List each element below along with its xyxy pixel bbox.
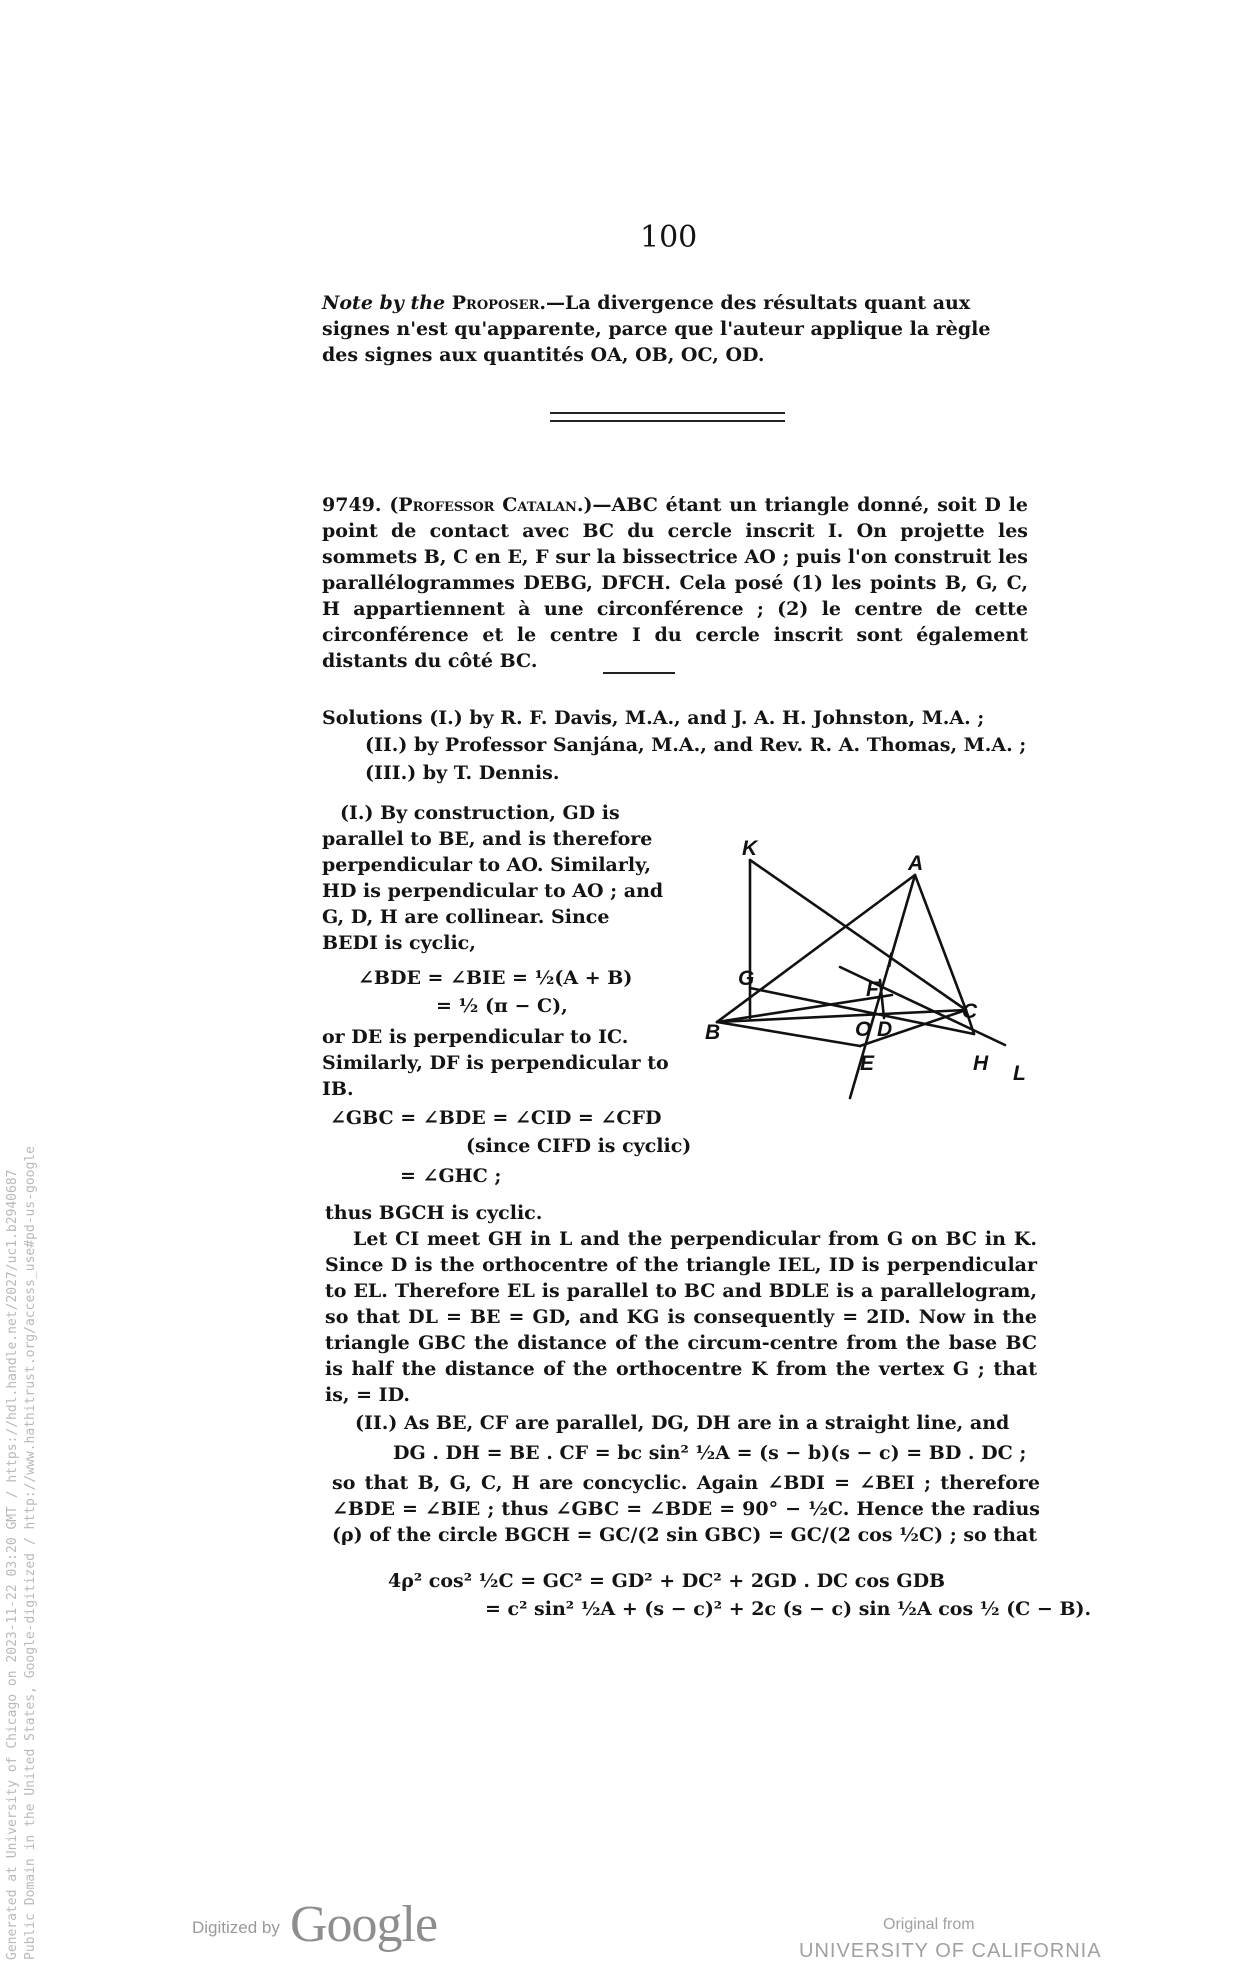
double-rule bbox=[550, 412, 785, 422]
part2-eq1: DG . DH = BE . CF = bc sin² ½A = (s − b)(s − c) = BD . DC ; bbox=[393, 1442, 1027, 1464]
part1-line: G, D, H are collinear. Since bbox=[322, 906, 610, 928]
page-number: 100 bbox=[640, 220, 698, 255]
part1-line: IB. bbox=[322, 1078, 354, 1100]
note-proposer: Proposer bbox=[451, 292, 540, 314]
provenance-sidebar bbox=[4, 960, 40, 1960]
label-I: I bbox=[887, 949, 893, 972]
provenance-line: Generated at University of Chicago on 2023-11-22 03:20 GMT / https://hdl.handle.net/2027/uc1.b2940687 bbox=[5, 1169, 20, 1960]
single-rule bbox=[603, 672, 675, 674]
part1-line: BEDI is cyclic, bbox=[322, 932, 476, 954]
label-H: H bbox=[973, 1052, 989, 1075]
note-body: .—La divergence des résultats quant aux signes n'est qu'apparente, parce que l'auteur applique la règle des signes aux quantités OA, OB, OC, OD. bbox=[322, 292, 991, 366]
google-logo: Google bbox=[290, 1896, 438, 1953]
label-C: C bbox=[962, 1000, 978, 1023]
part2-eq3: = c² sin² ½A + (s − c)² + 2c (s − c) sin ½A cos ½ (C − B). bbox=[485, 1598, 1092, 1620]
part1-line: HD is perpendicular to AO ; and bbox=[322, 880, 664, 902]
part1-eq2: = ½ (π − C), bbox=[436, 995, 568, 1017]
part1-eq1: ∠BDE = ∠BIE = ½(A + B) bbox=[358, 967, 633, 989]
label-G: G bbox=[738, 967, 755, 990]
university-label: UNIVERSITY OF CALIFORNIA bbox=[799, 1940, 1102, 1962]
label-E: E bbox=[860, 1052, 875, 1075]
line-KC bbox=[750, 860, 966, 1010]
digitized-by-label: Digitized by bbox=[192, 1918, 280, 1937]
part1-column-2 bbox=[322, 1024, 672, 1102]
part1-eq3: ∠GBC = ∠BDE = ∠CID = ∠CFD bbox=[330, 1107, 662, 1129]
part1-eq4: = ∠GHC ; bbox=[400, 1165, 502, 1187]
label-K: K bbox=[742, 837, 758, 860]
label-O: O bbox=[855, 1018, 872, 1041]
line-AB bbox=[717, 875, 915, 1022]
part1-line: parallel to BE, and is therefore bbox=[322, 828, 653, 850]
problem-author: (Professor Catalan.) bbox=[389, 494, 593, 516]
label-F: F bbox=[866, 978, 879, 1001]
problem-statement bbox=[322, 492, 1028, 674]
part2-paragraph: so that B, G, C, H are concyclic. Again ∠BDI = ∠BEI ; therefore ∠BDE = ∠BIE ; thus ∠GBC = ∠BDE = 90° − ½C. Hence the radius (ρ) of the circle BGCH = GC/(2 sin GBC) = GC/(2 cos ½C) ; so that bbox=[332, 1472, 1040, 1546]
problem-text: —ABC étant un triangle donné, soit D le point de contact avec BC du cercle inscrit I. On projette les sommets B, C en E, F sur la bissectrice AO ; puis l'on construit les parallélogrammes DEBG, DFCH. Cela posé (1) les points B, G, C, H appartiennent à une circonférence ; (2) le centre de cette circonférence et le centre I du cercle inscrit sont également distants du côté BC. bbox=[322, 494, 1028, 672]
part1-after: thus BGCH is cyclic. bbox=[325, 1202, 543, 1224]
part1-line: perpendicular to AO. Similarly, bbox=[322, 854, 651, 876]
part1-column bbox=[322, 800, 672, 956]
part2-eq2: 4ρ² cos² ½C = GC² = GD² + DC² + 2GD . DC cos GDB bbox=[388, 1570, 946, 1592]
label-L: L bbox=[1013, 1062, 1026, 1085]
solutions-line-1: Solutions (I.) by R. F. Davis, M.A., and J. A. H. Johnston, M.A. ; bbox=[322, 707, 985, 729]
label-D: D bbox=[877, 1018, 893, 1041]
solutions-line-3: (III.) by T. Dennis. bbox=[365, 762, 560, 784]
problem-number: 9749. bbox=[322, 494, 382, 516]
part2-intro: (II.) As BE, CF are parallel, DG, DH are in a straight line, and bbox=[355, 1412, 1010, 1434]
note-lead: Note by the bbox=[322, 292, 446, 314]
geometry-figure bbox=[700, 830, 1040, 1110]
proposer-note bbox=[322, 290, 1022, 368]
solutions-line-2: (II.) by Professor Sanjána, M.A., and Rev. R. A. Thomas, M.A. ; bbox=[365, 734, 1027, 756]
part1-line: Similarly, DF is perpendicular to bbox=[322, 1052, 669, 1074]
part1-line: or DE is perpendicular to IC. bbox=[322, 1026, 629, 1048]
part1-eq3-note: (since CIFD is cyclic) bbox=[466, 1135, 692, 1157]
part1-paragraph: Let CI meet GH in L and the perpendicular from G on BC in K. Since D is the orthocentre of the triangle IEL, ID is perpendicular to EL. Therefore EL is parallel to BC and BDLE is a parallelogram, so that DL = BE = GD, and KG is consequently = 2ID. Now in the triangle GBC the distance of the circum-centre from the base BC is half the distance of the orthocentre K from the vertex G ; that is, = ID. bbox=[325, 1228, 1037, 1406]
provenance-line: Public Domain in the United States, Google-digitized / http://www.hathitrust.org/access_use#pd-us-google bbox=[23, 1146, 38, 1960]
label-B: B bbox=[705, 1021, 721, 1044]
original-from-label: Original from bbox=[883, 1916, 975, 1933]
part1-line: (I.) By construction, GD is bbox=[340, 802, 620, 824]
label-A: A bbox=[908, 852, 924, 875]
line-BE bbox=[717, 1022, 860, 1046]
line-AC bbox=[915, 875, 966, 1010]
